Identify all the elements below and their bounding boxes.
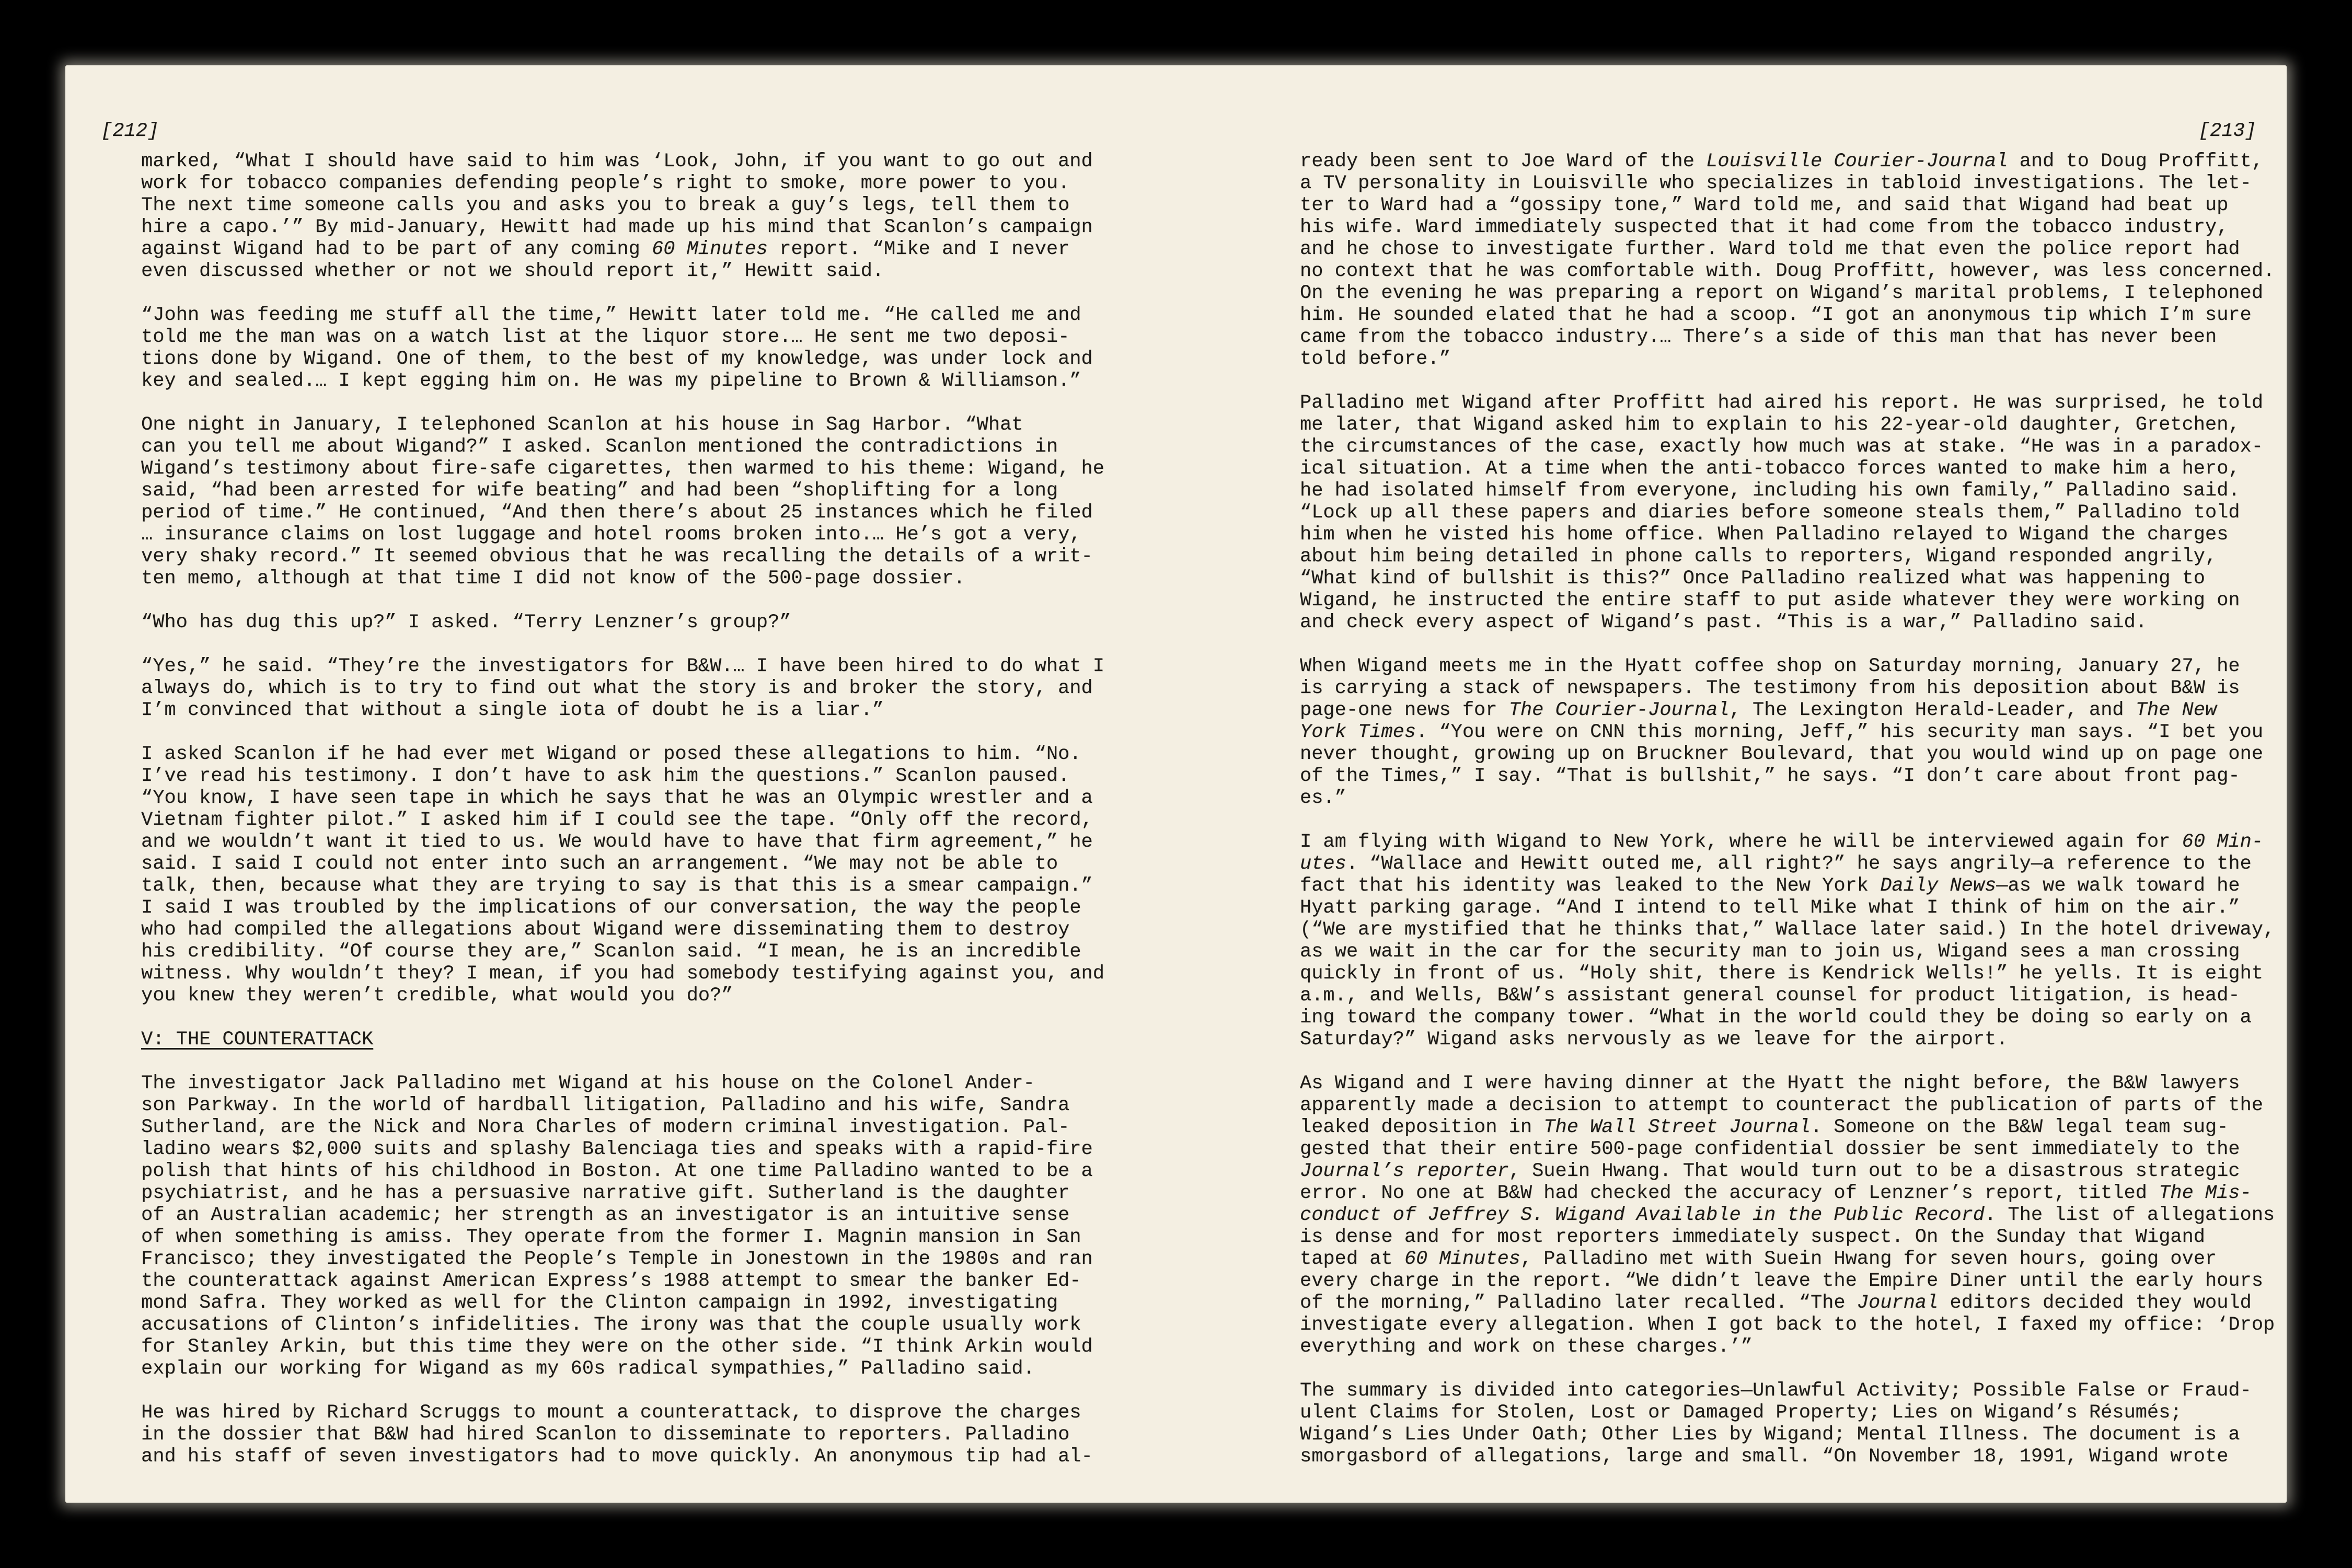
text-line: taped at 60 Minutes, Palladino met with Suein Hwang for seven hours, going over: [1300, 1248, 2217, 1270]
text-line: gested that their entire 500-page confidential dossier be sent immediately to the: [1300, 1138, 2240, 1160]
text-line: can you tell me about Wigand?” I asked. Scanlon mentioned the contradictions in: [141, 436, 1058, 458]
paragraph: [1300, 1380, 2277, 1468]
text-line: Francisco; they investigated the People’s Temple in Jonestown in the 1980s and ran: [141, 1248, 1093, 1270]
paragraph: [141, 414, 1119, 590]
text-line: told me the man was on a watch list at the liquor store.… He sent me two deposi-: [141, 326, 1070, 348]
text-line: him when he visted his home office. When Palladino relayed to Wigand the charges: [1300, 524, 2229, 546]
text-line: When Wigand meets me in the Hyatt coffee shop on Saturday morning, January 27, he: [1300, 655, 2240, 677]
text-line: and we wouldn’t want it tied to us. We would have to have that firm agreement,” he: [141, 831, 1093, 853]
text-line: The summary is divided into categories—Unlawful Activity; Possible False or Fraud-: [1300, 1380, 2252, 1402]
text-line: mond Safra. They worked as well for the Clinton campaign in 1992, investigating: [141, 1292, 1058, 1314]
section-heading: [141, 1029, 1119, 1051]
text-line: The investigator Jack Palladino met Wigand at his house on the Colonel Ander-: [141, 1073, 1035, 1094]
text-line: who had compiled the allegations about Wigand were disseminating them to destroy: [141, 919, 1070, 941]
text-line: ten memo, although at that time I did not know of the 500-page dossier.: [141, 568, 965, 590]
text-line: is carrying a stack of newspapers. The testimony from his deposition about B&W is: [1300, 677, 2240, 699]
text-line: fact that his identity was leaked to the New York Daily News—as we walk toward he: [1300, 875, 2240, 897]
text-line: As Wigand and I were having dinner at the Hyatt the night before, the B&W lawyers: [1300, 1073, 2240, 1094]
text-line: I asked Scanlon if he had ever met Wigand or posed these allegations to him. “No.: [141, 743, 1081, 765]
text-line: I am flying with Wigand to New York, where he will be interviewed again for 60 Min-: [1300, 831, 2263, 853]
paragraph: [141, 151, 1119, 282]
text-line: said. I said I could not enter into such an arrangement. “We may not be able to: [141, 853, 1058, 875]
text-line: (“We are mystified that he thinks that,” Wallace later said.) In the hotel driveway,: [1300, 919, 2275, 941]
text-line: as we wait in the car for the security man to join us, Wigand sees a man crossing: [1300, 941, 2240, 963]
text-line: Sutherland, are the Nick and Nora Charles of modern criminal investigation. Pal-: [141, 1116, 1070, 1138]
text-line: him. He sounded elated that he had a scoop. “I got an anonymous tip which I’m sure: [1300, 304, 2252, 326]
text-line: the circumstances of the case, exactly how much was at stake. “He was in a paradox-: [1300, 436, 2263, 458]
text-line: ready been sent to Joe Ward of the Louisville Courier-Journal and to Doug Proffitt,: [1300, 151, 2263, 172]
text-line: period of time.” He continued, “And then there’s about 25 instances which he filed: [141, 502, 1093, 524]
text-line: of when something is amiss. They operate from the former I. Magnin mansion in San: [141, 1226, 1081, 1248]
book-spread: [65, 65, 2287, 1503]
page-right-body: [1300, 151, 2277, 1468]
text-line: … insurance claims on lost luggage and hotel rooms broken into.… He’s got a very,: [141, 524, 1081, 546]
text-line: quickly in front of us. “Holy shit, there is Kendrick Wells!” he yells. It is eight: [1300, 963, 2263, 985]
text-line: and he chose to investigate further. Ward told me that even the police report had: [1300, 238, 2240, 260]
text-line: “Who has dug this up?” I asked. “Terry Lenzner’s group?”: [141, 612, 791, 633]
page-left-body: [141, 151, 1119, 1468]
text-line: accusations of Clinton’s infidelities. The irony was that the couple usually work: [141, 1314, 1081, 1336]
text-line: of the morning,” Palladino later recalled. “The Journal editors decided they would: [1300, 1292, 2252, 1314]
text-line: ing toward the company tower. “What in the world could they be doing so early on a: [1300, 1007, 2252, 1029]
text-line: talk, then, because what they are trying to say is that this is a smear campaign.”: [141, 875, 1093, 897]
text-line: Hyatt parking garage. “And I intend to tell Mike what I think of him on the air.”: [1300, 897, 2240, 919]
text-line: I’ve read his testimony. I don’t have to ask him the questions.” Scanlon paused.: [141, 765, 1070, 787]
page-right: [1300, 120, 2277, 1468]
text-line: is dense and for most reporters immediately suspect. On the Sunday that Wigand: [1300, 1226, 2205, 1248]
page-number-right: [213]: [2198, 120, 2256, 142]
text-line: a TV personality in Louisville who specializes in tabloid investigations. The let-: [1300, 172, 2252, 194]
text-line: I’m convinced that without a single iota of doubt he is a liar.”: [141, 699, 884, 721]
text-line: York Times. “You were on CNN this morning, Jeff,” his security man says. “I bet you: [1300, 721, 2263, 743]
text-line: ical situation. At a time when the anti-tobacco forces wanted to make him a hero,: [1300, 458, 2240, 480]
paragraph: [141, 304, 1119, 392]
heading-line: V: THE COUNTERATTACK: [141, 1029, 374, 1051]
text-line: even discussed whether or not we should report it,” Hewitt said.: [141, 260, 884, 282]
text-line: ladino wears $2,000 suits and splashy Balenciaga ties and speaks with a rapid-fire: [141, 1138, 1093, 1160]
text-line: no context that he was comfortable with. Doug Proffitt, however, was less concerned.: [1300, 260, 2275, 282]
text-line: everything and work on these charges.’”: [1300, 1336, 1753, 1358]
text-line: ulent Claims for Stolen, Lost or Damaged Property; Lies on Wigand’s Résumés;: [1300, 1402, 2182, 1424]
text-line: told before.”: [1300, 348, 1451, 370]
text-line: always do, which is to try to find out what the story is and broker the story, and: [141, 677, 1093, 699]
text-line: a.m., and Wells, B&W’s assistant general counsel for product litigation, is head-: [1300, 985, 2240, 1007]
text-line: son Parkway. In the world of hardball litigation, Palladino and his wife, Sandra: [141, 1094, 1070, 1116]
text-line: “What kind of bullshit is this?” Once Palladino realized what was happening to: [1300, 568, 2205, 590]
text-line: and his staff of seven investigators had to move quickly. An anonymous tip had al-: [141, 1446, 1093, 1468]
text-line: key and sealed.… I kept egging him on. He was my pipeline to Brown & Williamson.”: [141, 370, 1081, 392]
text-line: of an Australian academic; her strength as an investigator is an intuitive sense: [141, 1204, 1070, 1226]
text-line: Saturday?” Wigand asks nervously as we leave for the airport.: [1300, 1029, 2008, 1051]
text-line: Vietnam fighter pilot.” I asked him if I could see the tape. “Only off the record,: [141, 809, 1093, 831]
paragraph: [1300, 392, 2277, 633]
text-line: I said I was troubled by the implications of our conversation, the way the people: [141, 897, 1081, 919]
text-line: On the evening he was preparing a report on Wigand’s marital problems, I telephoned: [1300, 282, 2263, 304]
text-line: “John was feeding me stuff all the time,” Hewitt later told me. “He called me and: [141, 304, 1081, 326]
paragraph: [1300, 151, 2277, 370]
text-line: polish that hints of his childhood in Boston. At one time Palladino wanted to be a: [141, 1160, 1093, 1182]
text-line: he had isolated himself from everyone, including his own family,” Palladino said.: [1300, 480, 2240, 502]
text-line: tions done by Wigand. One of them, to the best of my knowledge, was under lock and: [141, 348, 1093, 370]
text-line: Wigand, he instructed the entire staff to put aside whatever they were working on: [1300, 590, 2240, 612]
text-line: smorgasbord of allegations, large and small. “On November 18, 1991, Wigand wrote: [1300, 1446, 2229, 1468]
text-line: investigate every allegation. When I got back to the hotel, I faxed my office: ‘Drop: [1300, 1314, 2275, 1336]
text-line: ter to Ward had a “gossipy tone,” Ward told me, and said that Wigand had beat up: [1300, 194, 2229, 216]
text-line: He was hired by Richard Scruggs to mount a counterattack, to disprove the charges: [141, 1402, 1081, 1424]
text-line: very shaky record.” It seemed obvious that he was recalling the details of a writ-: [141, 546, 1093, 568]
text-line: explain our working for Wigand as my 60s radical sympathies,” Palladino said.: [141, 1358, 1035, 1380]
text-line: “You know, I have seen tape in which he says that he was an Olympic wrestler and a: [141, 787, 1093, 809]
text-line: marked, “What I should have said to him was ‘Look, John, if you want to go out and: [141, 151, 1093, 172]
page-left: [101, 120, 1119, 1468]
text-line: “Yes,” he said. “They’re the investigators for B&W.… I have been hired to do what I: [141, 655, 1104, 677]
text-line: never thought, growing up on Bruckner Boulevard, that you would wind up on page one: [1300, 743, 2263, 765]
text-line: of the Times,” I say. “That is bullshit,” he says. “I don’t care about front pag-: [1300, 765, 2240, 787]
text-line: leaked deposition in The Wall Street Journal. Someone on the B&W legal team sug-: [1300, 1116, 2229, 1138]
text-line: every charge in the report. “We didn’t leave the Empire Diner until the early hours: [1300, 1270, 2263, 1292]
paragraph: [1300, 1073, 2277, 1358]
text-line: “Lock up all these papers and diaries before someone steals them,” Palladino told: [1300, 502, 2240, 524]
text-line: his credibility. “Of course they are,” Scanlon said. “I mean, he is an incredible: [141, 941, 1081, 963]
text-line: his wife. Ward immediately suspected that it had come from the tobacco industry,: [1300, 216, 2229, 238]
paragraph: [141, 612, 1119, 633]
text-line: utes. “Wallace and Hewitt outed me, all right?” he says angrily—a reference to the: [1300, 853, 2252, 875]
text-line: in the dossier that B&W had hired Scanlon to disseminate to reporters. Palladino: [141, 1424, 1070, 1446]
text-line: Journal’s reporter, Suein Hwang. That would turn out to be a disastrous strategic: [1300, 1160, 2240, 1182]
paragraph: [141, 1073, 1119, 1380]
text-line: witness. Why wouldn’t they? I mean, if you had somebody testifying against you, and: [141, 963, 1104, 985]
text-line: Palladino met Wigand after Proffitt had aired his report. He was surprised, he told: [1300, 392, 2263, 414]
paragraph: [1300, 655, 2277, 809]
text-line: es.”: [1300, 787, 1346, 809]
text-line: apparently made a decision to attempt to counteract the publication of parts of the: [1300, 1094, 2263, 1116]
text-line: said, “had been arrested for wife beating” and had been “shoplifting for a long: [141, 480, 1058, 502]
paragraph: [1300, 831, 2277, 1051]
text-line: the counterattack against American Express’s 1988 attempt to smear the banker Ed-: [141, 1270, 1081, 1292]
page-number-left: [212]: [101, 120, 159, 142]
text-line: you knew they weren’t credible, what would you do?”: [141, 985, 733, 1007]
text-line: hire a capo.’” By mid-January, Hewitt had made up his mind that Scanlon’s campaign: [141, 216, 1093, 238]
text-line: for Stanley Arkin, but this time they were on the other side. “I think Arkin would: [141, 1336, 1093, 1358]
text-line: work for tobacco companies defending people’s right to smoke, more power to you.: [141, 172, 1070, 194]
text-line: Wigand’s testimony about fire-safe cigarettes, then warmed to his theme: Wigand, he: [141, 458, 1104, 480]
text-line: about him being detailed in phone calls to reporters, Wigand responded angrily,: [1300, 546, 2217, 568]
text-line: conduct of Jeffrey S. Wigand Available in the Public Record. The list of allegations: [1300, 1204, 2275, 1226]
text-line: One night in January, I telephoned Scanlon at his house in Sag Harbor. “What: [141, 414, 1023, 436]
paragraph: [141, 743, 1119, 1007]
paragraph: [141, 1402, 1119, 1468]
text-line: error. No one at B&W had checked the accuracy of Lenzner’s report, titled The Mis-: [1300, 1182, 2252, 1204]
text-line: psychiatrist, and he has a persuasive narrative gift. Sutherland is the daughter: [141, 1182, 1070, 1204]
text-line: me later, that Wigand asked him to explain to his 22-year-old daughter, Gretchen,: [1300, 414, 2240, 436]
text-line: against Wigand had to be part of any coming 60 Minutes report. “Mike and I never: [141, 238, 1070, 260]
text-line: came from the tobacco industry.… There’s a side of this man that has never been: [1300, 326, 2217, 348]
text-line: page-one news for The Courier-Journal, The Lexington Herald-Leader, and The New: [1300, 699, 2217, 721]
text-line: The next time someone calls you and asks you to break a guy’s legs, tell them to: [141, 194, 1070, 216]
paragraph: [141, 655, 1119, 721]
text-line: Wigand’s Lies Under Oath; Other Lies by Wigand; Mental Illness. The document is a: [1300, 1424, 2240, 1446]
text-line: and check every aspect of Wigand’s past. “This is a war,” Palladino said.: [1300, 612, 2147, 633]
